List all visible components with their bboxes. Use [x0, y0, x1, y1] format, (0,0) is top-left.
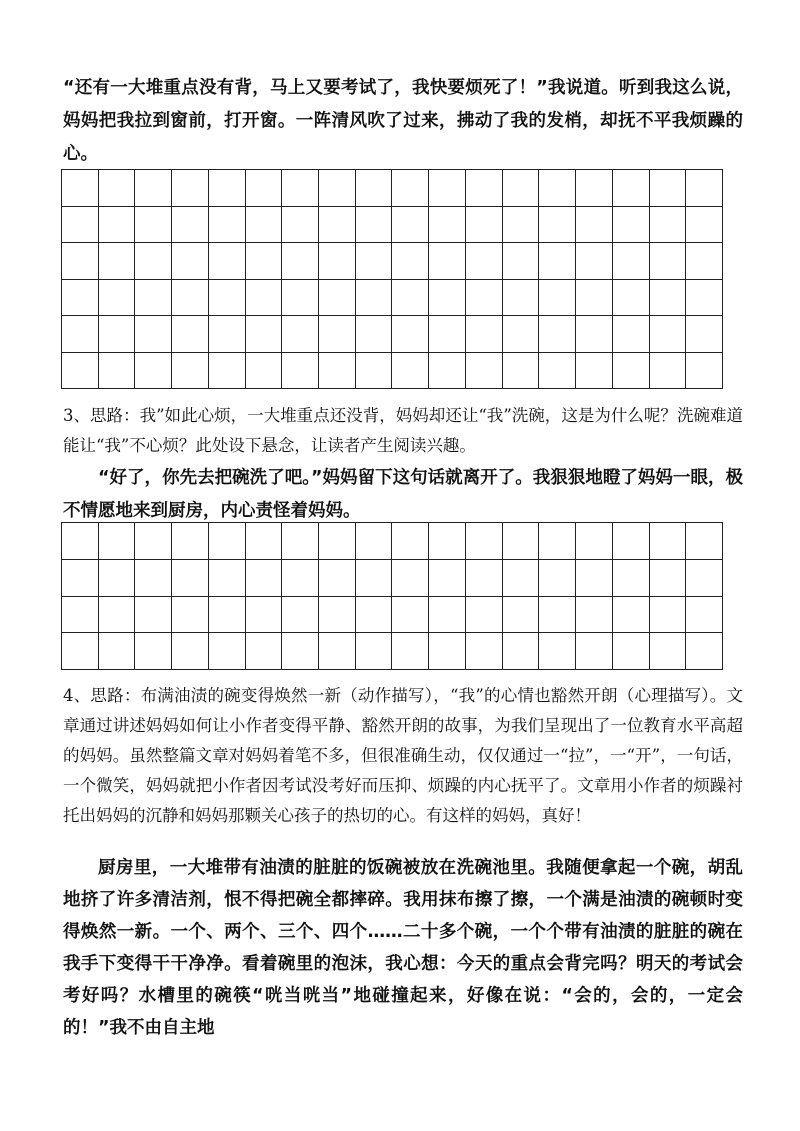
grid-cell	[209, 207, 246, 244]
grid-cell	[356, 523, 393, 560]
grid-cell	[319, 316, 356, 353]
grid-cell	[99, 243, 136, 280]
grid-cell	[172, 597, 209, 634]
grid-cell	[172, 560, 209, 597]
grid-cell	[650, 353, 687, 390]
grid-cell	[282, 353, 319, 390]
grid-cell	[319, 243, 356, 280]
grid-cell	[503, 560, 540, 597]
grid-cell	[62, 633, 99, 670]
grid-cell	[319, 560, 356, 597]
grid-cell	[99, 560, 136, 597]
grid-cell	[650, 207, 687, 244]
grid-cell	[539, 523, 576, 560]
grid-cell	[392, 243, 429, 280]
grid-cell	[356, 633, 393, 670]
grid-cell	[99, 597, 136, 634]
grid-cell	[246, 353, 283, 390]
grid-cell	[62, 560, 99, 597]
grid-cell	[576, 633, 613, 670]
grid-cell	[356, 316, 393, 353]
grid-cell	[650, 560, 687, 597]
grid-cell	[246, 243, 283, 280]
grid-cell	[172, 353, 209, 390]
grid-cell	[392, 207, 429, 244]
story-paragraph-2: “好了，你先去把碗洗了吧。”妈妈留下这句话就离开了。我狠狠地瞪了妈妈一眼，极不情愿地来到厨房，内心责怪着妈妈。	[63, 468, 743, 521]
grid-cell	[539, 560, 576, 597]
grid-cell	[539, 243, 576, 280]
grid-cell	[246, 207, 283, 244]
grid-cell	[429, 560, 466, 597]
grid-cell	[650, 316, 687, 353]
grid-cell	[576, 316, 613, 353]
grid-cell	[466, 633, 503, 670]
grid-cell	[392, 597, 429, 634]
grid-cell	[319, 523, 356, 560]
grid-cell	[135, 280, 172, 317]
grid-cell	[576, 207, 613, 244]
grid-cell	[62, 243, 99, 280]
grid-cell	[576, 353, 613, 390]
grid-cell	[356, 353, 393, 390]
grid-cell	[539, 597, 576, 634]
grid-cell	[246, 280, 283, 317]
grid-cell	[650, 170, 687, 207]
grid-cell	[209, 597, 246, 634]
grid-cell	[576, 170, 613, 207]
grid-cell	[282, 170, 319, 207]
grid-cell	[246, 170, 283, 207]
grid-cell	[209, 353, 246, 390]
grid-cell	[209, 280, 246, 317]
grid-cell	[503, 316, 540, 353]
grid-cell	[613, 633, 650, 670]
grid-cell	[539, 170, 576, 207]
grid-cell	[613, 597, 650, 634]
grid-cell	[172, 170, 209, 207]
grid-cell	[209, 243, 246, 280]
grid-cell	[282, 243, 319, 280]
grid-cell	[209, 633, 246, 670]
grid-cell	[99, 633, 136, 670]
grid-cell	[356, 597, 393, 634]
grid-cell	[686, 523, 723, 560]
grid-cell	[282, 560, 319, 597]
grid-cell	[613, 243, 650, 280]
grid-cell	[613, 280, 650, 317]
grid-cell	[650, 523, 687, 560]
grid-cell	[246, 633, 283, 670]
grid-cell	[613, 560, 650, 597]
grid-cell	[576, 560, 613, 597]
grid-cell	[209, 316, 246, 353]
grid-cell	[62, 280, 99, 317]
grid-cell	[135, 316, 172, 353]
grid-cell	[503, 207, 540, 244]
grid-cell	[466, 170, 503, 207]
analysis-note-4: 4、思路：布满油渍的碗变得焕然一新（动作描写），“我”的心情也豁然开朗（心理描写）。文章通过讲述妈妈如何让小作者变得平静、豁然开朗的故事，为我们呈现出了一位教育水平高超的妈妈。虽然整篇文章对妈妈着笔不多，但很准确生动，仅仅通过一“拉”，一“开”，一句话，一个微笑，妈妈就把小作者因考试没考好而压抑、烦躁的内心抚平了。文章用小作者的烦躁衬托出妈妈的沉静和妈妈那颗关心孩子的热切的心。有这样的妈妈，真好！	[63, 686, 743, 825]
grid-cell	[62, 523, 99, 560]
grid-cell	[650, 597, 687, 634]
grid-cell	[99, 207, 136, 244]
grid-cell	[686, 633, 723, 670]
grid-cell	[503, 243, 540, 280]
grid-cell	[466, 353, 503, 390]
grid-cell	[429, 353, 466, 390]
grid-cell	[246, 597, 283, 634]
grid-cell	[613, 523, 650, 560]
grid-cell	[62, 316, 99, 353]
grid-cell	[135, 597, 172, 634]
grid-cell	[356, 207, 393, 244]
grid-cell	[503, 170, 540, 207]
grid-cell	[356, 560, 393, 597]
grid-cell	[392, 523, 429, 560]
grid-cell	[246, 523, 283, 560]
grid-cell	[576, 243, 613, 280]
grid-cell	[282, 633, 319, 670]
story-paragraph-1: “还有一大堆重点没有背，马上又要考试了，我快要烦死了！”我说道。听到我这么说，妈妈把我拉到窗前，打开窗。一阵清风吹了过来，拂动了我的发梢，却抚不平我烦躁的心。	[63, 78, 743, 164]
grid-cell	[246, 316, 283, 353]
grid-cell	[135, 207, 172, 244]
grid-cell	[209, 523, 246, 560]
grid-cell	[503, 633, 540, 670]
grid-cell	[466, 243, 503, 280]
grid-cell	[466, 560, 503, 597]
grid-cell	[392, 633, 429, 670]
grid-cell	[613, 170, 650, 207]
grid-cell	[319, 280, 356, 317]
grid-cell	[539, 353, 576, 390]
grid-cell	[209, 560, 246, 597]
grid-cell	[392, 280, 429, 317]
grid-cell	[650, 243, 687, 280]
grid-cell	[686, 207, 723, 244]
grid-cell	[99, 280, 136, 317]
grid-cell	[62, 353, 99, 390]
grid-cell	[99, 170, 136, 207]
grid-cell	[135, 560, 172, 597]
grid-cell	[539, 280, 576, 317]
grid-cell	[282, 597, 319, 634]
grid-cell	[503, 597, 540, 634]
grid-cell	[466, 597, 503, 634]
grid-cell	[135, 353, 172, 390]
grid-cell	[650, 633, 687, 670]
grid-cell	[686, 243, 723, 280]
grid-cell	[246, 560, 283, 597]
grid-cell	[613, 207, 650, 244]
grid-cell	[135, 633, 172, 670]
grid-cell	[135, 523, 172, 560]
grid-cell	[429, 316, 466, 353]
grid-cell	[392, 316, 429, 353]
grid-cell	[62, 207, 99, 244]
grid-cell	[319, 353, 356, 390]
grid-cell	[466, 523, 503, 560]
grid-cell	[466, 207, 503, 244]
grid-cell	[172, 207, 209, 244]
grid-cell	[99, 353, 136, 390]
story-paragraph-3: 厨房里，一大堆带有油渍的脏脏的饭碗被放在洗碗池里。我随便拿起一个碗，胡乱地挤了许多清洁剂，恨不得把碗全都摔碎。我用抹布擦了擦，一个满是油渍的碗顿时变得焕然一新。一个、两个、三个、四个……二十多个碗，一个个带有油渍的脏脏的碗在我手下变得干干净净。看着碗里的泡沫，我心想：今天的重点会背完吗？明天的考试会考好吗？水槽里的碗筷“咣当咣当”地碰撞起来，好像在说：“会的，会的，一定会的！”我不由自主地	[63, 858, 743, 1038]
grid-cell	[209, 170, 246, 207]
grid-cell	[429, 597, 466, 634]
grid-cell	[319, 597, 356, 634]
grid-cell	[392, 353, 429, 390]
grid-cell	[539, 207, 576, 244]
writing-grid-1	[61, 169, 723, 389]
grid-cell	[135, 243, 172, 280]
grid-cell	[282, 523, 319, 560]
grid-cell	[503, 353, 540, 390]
grid-cell	[429, 170, 466, 207]
grid-cell	[282, 280, 319, 317]
grid-cell	[172, 316, 209, 353]
grid-cell	[466, 316, 503, 353]
grid-cell	[172, 280, 209, 317]
grid-cell	[503, 523, 540, 560]
writing-grid-2	[61, 522, 723, 670]
grid-cell	[319, 633, 356, 670]
grid-cell	[686, 560, 723, 597]
grid-cell	[319, 207, 356, 244]
grid-cell	[613, 353, 650, 390]
grid-cell	[503, 280, 540, 317]
grid-cell	[62, 597, 99, 634]
grid-cell	[429, 523, 466, 560]
grid-cell	[172, 243, 209, 280]
grid-cell	[392, 170, 429, 207]
grid-cell	[650, 280, 687, 317]
grid-cell	[686, 353, 723, 390]
grid-cell	[539, 316, 576, 353]
grid-cell	[172, 523, 209, 560]
grid-cell	[356, 243, 393, 280]
grid-cell	[613, 316, 650, 353]
grid-cell	[429, 207, 466, 244]
grid-cell	[429, 633, 466, 670]
grid-cell	[356, 280, 393, 317]
grid-cell	[99, 316, 136, 353]
grid-cell	[356, 170, 393, 207]
grid-cell	[686, 280, 723, 317]
grid-cell	[429, 280, 466, 317]
grid-cell	[576, 280, 613, 317]
grid-cell	[172, 633, 209, 670]
analysis-note-3: 3、思路：我”如此心烦，一大堆重点还没背，妈妈却还让“我”洗碗，这是为什么呢？洗碗难道能让“我”不心烦？此处设下悬念，让读者产生阅读兴趣。	[63, 406, 743, 455]
grid-cell	[686, 597, 723, 634]
grid-cell	[319, 170, 356, 207]
grid-cell	[99, 523, 136, 560]
grid-cell	[539, 633, 576, 670]
grid-cell	[135, 170, 172, 207]
grid-cell	[282, 316, 319, 353]
grid-cell	[62, 170, 99, 207]
grid-cell	[686, 170, 723, 207]
grid-cell	[392, 560, 429, 597]
grid-cell	[686, 316, 723, 353]
grid-cell	[429, 243, 466, 280]
grid-cell	[282, 207, 319, 244]
grid-cell	[466, 280, 503, 317]
grid-cell	[576, 597, 613, 634]
grid-cell	[576, 523, 613, 560]
